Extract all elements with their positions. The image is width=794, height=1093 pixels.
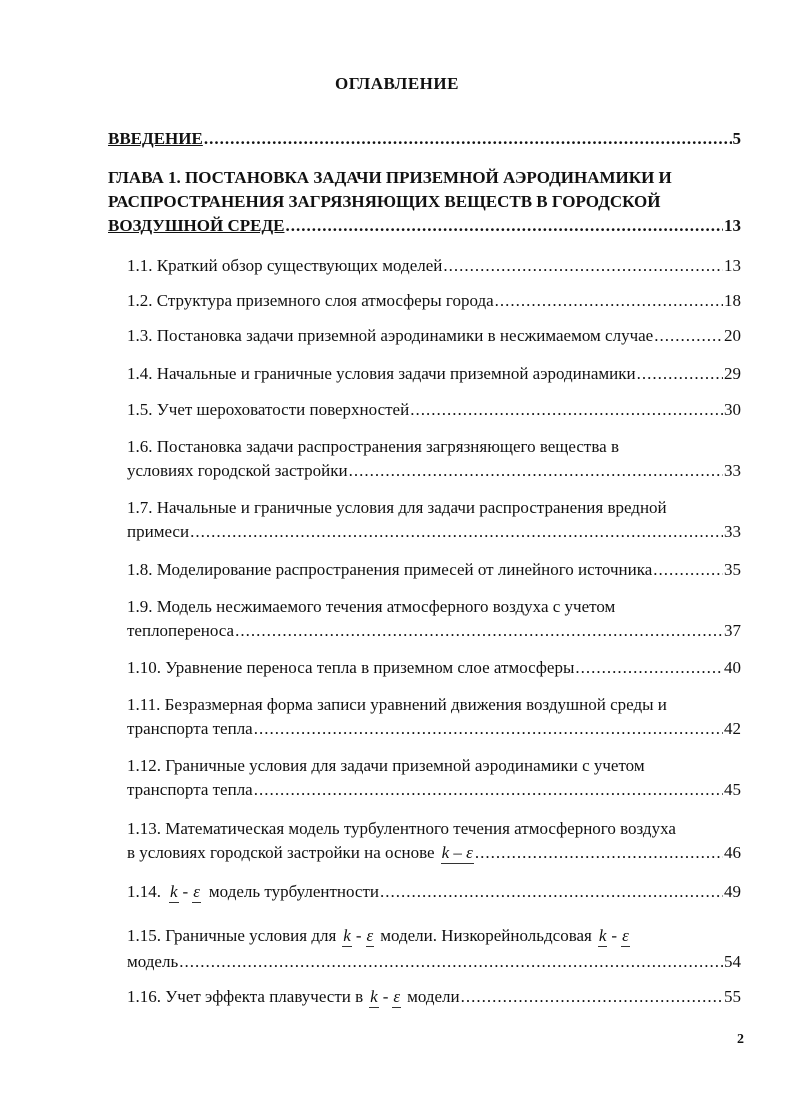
k-epsilon-symbol: k – ε — [441, 843, 473, 862]
toc-entry-label: транспорта тепла — [127, 719, 253, 738]
toc-entry-label: в условиях городской застройки на основе — [127, 843, 435, 862]
toc-entry-label: 1.4. Начальные и граничные условия задачи приземной аэродинамики — [127, 364, 636, 383]
dash: - — [355, 926, 362, 945]
toc-entry-label: условиях городской застройки — [127, 461, 348, 480]
toc-page-number: 49 — [724, 882, 741, 901]
toc-page-number: 54 — [724, 952, 741, 971]
toc-page-number: 20 — [724, 326, 741, 345]
toc-entry-label: ВОЗДУШНОЙ СРЕДЕ — [108, 216, 285, 235]
dot-leader — [190, 522, 723, 542]
dot-leader — [475, 843, 723, 863]
dash: - — [611, 926, 618, 945]
dot-leader — [235, 621, 723, 641]
toc-entry-label: 1.7. Начальные и граничные условия для задачи распространения вредной — [127, 498, 667, 517]
dot-leader — [349, 461, 723, 481]
toc-page-number: 13 — [724, 216, 741, 235]
k-symbol: k — [343, 926, 351, 945]
dot-leader — [653, 560, 723, 580]
toc-entry-label: транспорта тепла — [127, 780, 253, 799]
k-symbol: k — [370, 987, 378, 1006]
toc-page-number: 33 — [724, 461, 741, 480]
dot-leader — [575, 658, 723, 678]
toc-page-number: 46 — [724, 843, 741, 862]
dot-leader — [637, 364, 723, 384]
toc-entry-label: ВВЕДЕНИЕ — [108, 129, 203, 148]
epsilon-symbol: ε — [193, 882, 200, 901]
dot-leader — [654, 326, 723, 346]
toc-page-number: 18 — [724, 291, 741, 310]
toc-entry-label: 1.16. Учет эффекта плавучести в — [127, 987, 364, 1006]
toc-page-number: 33 — [724, 522, 741, 541]
dot-leader — [410, 400, 723, 420]
toc-entry-label: 1.8. Моделирование распространения примесей от линейного источника — [127, 560, 653, 579]
toc-entry-label: 1.6. Постановка задачи распространения загрязняющего вещества в — [127, 437, 619, 456]
toc-entry-label: 1.2. Структура приземного слоя атмосферы города — [127, 291, 494, 310]
k-symbol: k — [170, 882, 178, 901]
dot-leader — [495, 291, 723, 311]
toc-entry-label: 1.13. Математическая модель турбулентного течения атмосферного воздуха — [127, 819, 676, 838]
toc-page-number: 29 — [724, 364, 741, 383]
dot-leader — [254, 719, 723, 739]
toc-page-number: 13 — [724, 256, 741, 275]
toc-entry-label: модель — [127, 952, 179, 971]
toc-page-number: 55 — [724, 987, 741, 1006]
toc-entry-label: 1.3. Постановка задачи приземной аэродинамики в несжимаемом случае — [127, 326, 654, 345]
dot-leader — [380, 882, 723, 902]
dot-leader — [204, 129, 732, 149]
toc-page-number: 35 — [724, 560, 741, 579]
toc-page-number: 40 — [724, 658, 741, 677]
toc-entry-label: 1.11. Безразмерная форма записи уравнений движения воздушной среды и — [127, 695, 667, 714]
toc-entry-label: теплопереноса — [127, 621, 235, 640]
dot-leader — [461, 987, 723, 1007]
toc-entry-label: 1.9. Модель несжимаемого течения атмосферного воздуха с учетом — [127, 597, 616, 616]
toc-entry-label: модели. Низкорейнольдсовая — [380, 926, 592, 945]
dot-leader — [179, 952, 723, 972]
dash: - — [382, 987, 389, 1006]
toc-entry-label: 1.15. Граничные условия для — [127, 926, 337, 945]
dot-leader — [286, 216, 724, 236]
dash: - — [182, 882, 189, 901]
toc-entry-label: модели — [407, 987, 460, 1006]
toc-entry-label: 1.10. Уравнение переноса тепла в приземном слое атмосферы — [127, 658, 575, 677]
toc-page-number: 42 — [724, 719, 741, 738]
toc-entry-label: 1.14. — [127, 882, 161, 901]
toc-entry-label: модель турбулентности — [208, 882, 379, 901]
toc-entry-label: РАСПРОСТРАНЕНИЯ ЗАГРЯЗНЯЮЩИХ ВЕЩЕСТВ В ГОРОДСКОЙ — [108, 192, 661, 211]
epsilon-symbol: ε — [622, 926, 629, 945]
toc-page-number: 37 — [724, 621, 741, 640]
dot-leader — [254, 780, 723, 800]
toc-entry-label: примеси — [127, 522, 190, 541]
toc-entry-label: ГЛАВА 1. ПОСТАНОВКА ЗАДАЧИ ПРИЗЕМНОЙ АЭРОДИНАМИКИ И — [108, 168, 672, 187]
toc-entry-label: 1.5. Учет шероховатости поверхностей — [127, 400, 410, 419]
toc-entry-label: 1.12. Граничные условия для задачи приземной аэродинамики с учетом — [127, 756, 645, 775]
page-number: 2 — [737, 1032, 744, 1047]
dot-leader — [443, 256, 723, 276]
toc-page-number: 30 — [724, 400, 741, 419]
epsilon-symbol: ε — [366, 926, 374, 945]
toc-page-number: 5 — [732, 129, 741, 148]
toc-entry-label: 1.1. Краткий обзор существующих моделей — [127, 256, 443, 275]
toc-page-number: 45 — [724, 780, 741, 799]
epsilon-symbol: ε — [393, 987, 401, 1006]
k-symbol: k — [598, 926, 607, 945]
page-title: ОГЛАВЛЕНИЕ — [335, 74, 459, 93]
